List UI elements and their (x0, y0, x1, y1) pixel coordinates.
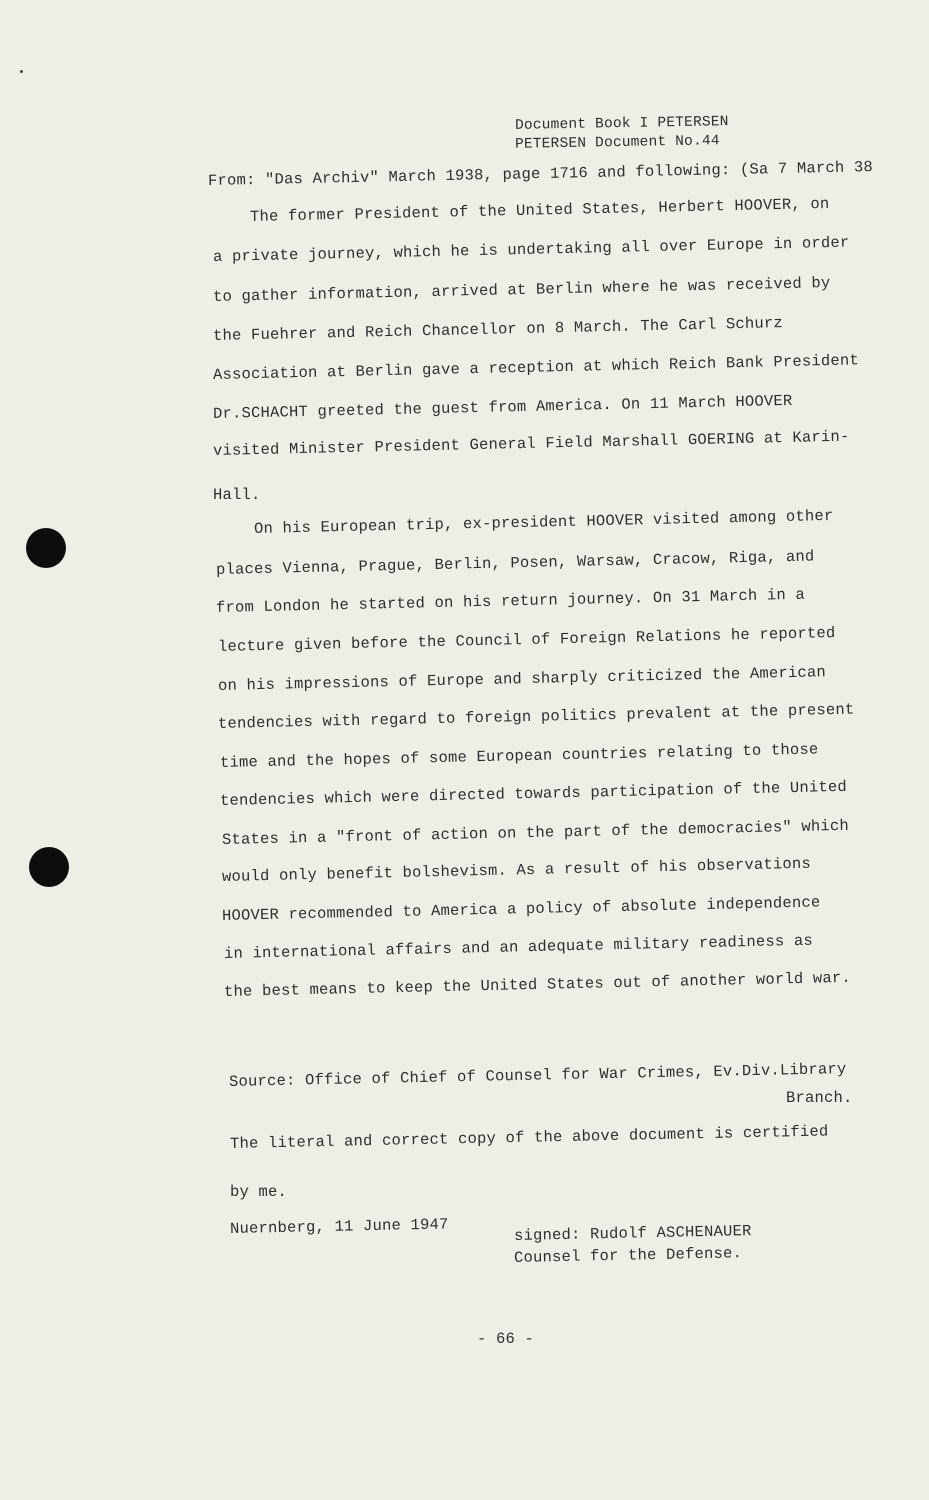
punch-hole-top (26, 528, 66, 568)
paragraph-line: Hall. (213, 486, 261, 504)
paragraph-line: Association at Berlin gave a reception at which Reich Bank President (212, 351, 860, 384)
paragraph-line: would only benefit bolshevism. As a result of his observations (221, 854, 812, 886)
paragraph-line: a private journey, which he is undertaking all over Europe in order (212, 233, 850, 266)
source-note-continuation: Branch. (786, 1089, 853, 1107)
paragraph-line: tendencies which were directed towards participation of the United (219, 777, 848, 810)
paragraph-line: places Vienna, Prague, Berlin, Posen, Warsaw, Cracow, Riga, and (215, 547, 815, 579)
paragraph-line: time and the hopes of some European countries relating to those (219, 740, 819, 772)
paragraph-line: to gather information, arrived at Berlin where he was received by (212, 273, 831, 306)
paragraph-line: the Fuehrer and Reich Chancellor on 8 March. The Carl Schurz (212, 314, 784, 345)
signature-title: Counsel for the Defense. (513, 1244, 743, 1267)
paragraph-line: Dr.SCHACHT greeted the guest from America. On 11 March HOOVER (212, 391, 793, 423)
paragraph-line: from London he started on his return journey. On 31 March in a (215, 585, 806, 617)
paragraph-line: the best means to keep the United States out of another world war. (223, 968, 852, 1001)
signature-line: signed: Rudolf ASCHENAUER (513, 1222, 752, 1245)
paragraph-line: HOOVER recommended to America a policy of absolute independence (221, 893, 821, 925)
paragraph-line: On his European trip, ex-president HOOVER visited among other (253, 506, 834, 538)
page-number: - 66 - (477, 1330, 535, 1348)
source-note: Source: Office of Chief of Counsel for War Crimes, Ev.Div.Library (228, 1060, 847, 1091)
certification-text: The literal and correct copy of the above document is certified (229, 1122, 829, 1153)
paragraph-line: visited Minister President General Field Marshall GOERING at Karin- (212, 427, 850, 460)
paragraph-line: The former President of the United States, Herbert HOOVER, on (249, 194, 830, 226)
document-book-label: Document Book I PETERSEN (514, 114, 729, 134)
paragraph-line: States in a "front of action on the part of the democracies" which (221, 816, 850, 849)
punch-hole-bottom (29, 847, 69, 887)
place-and-date: Nuernberg, 11 June 1947 (229, 1215, 449, 1238)
certification-text-end: by me. (230, 1183, 288, 1201)
paragraph-line: tendencies with regard to foreign politics prevalent at the present (217, 700, 855, 733)
paper-speck (20, 70, 23, 73)
paragraph-line: lecture given before the Council of Foreign Relations he reported (217, 623, 836, 656)
paragraph-line: on his impressions of Europe and sharply criticized the American (217, 663, 827, 695)
paragraph-line: in international affairs and an adequate military readiness as (223, 931, 814, 963)
document-number-label: PETERSEN Document No.44 (514, 133, 720, 153)
source-citation: From: "Das Archiv" March 1938, page 1716 and following: (Sa 7 March 38 (207, 158, 874, 190)
